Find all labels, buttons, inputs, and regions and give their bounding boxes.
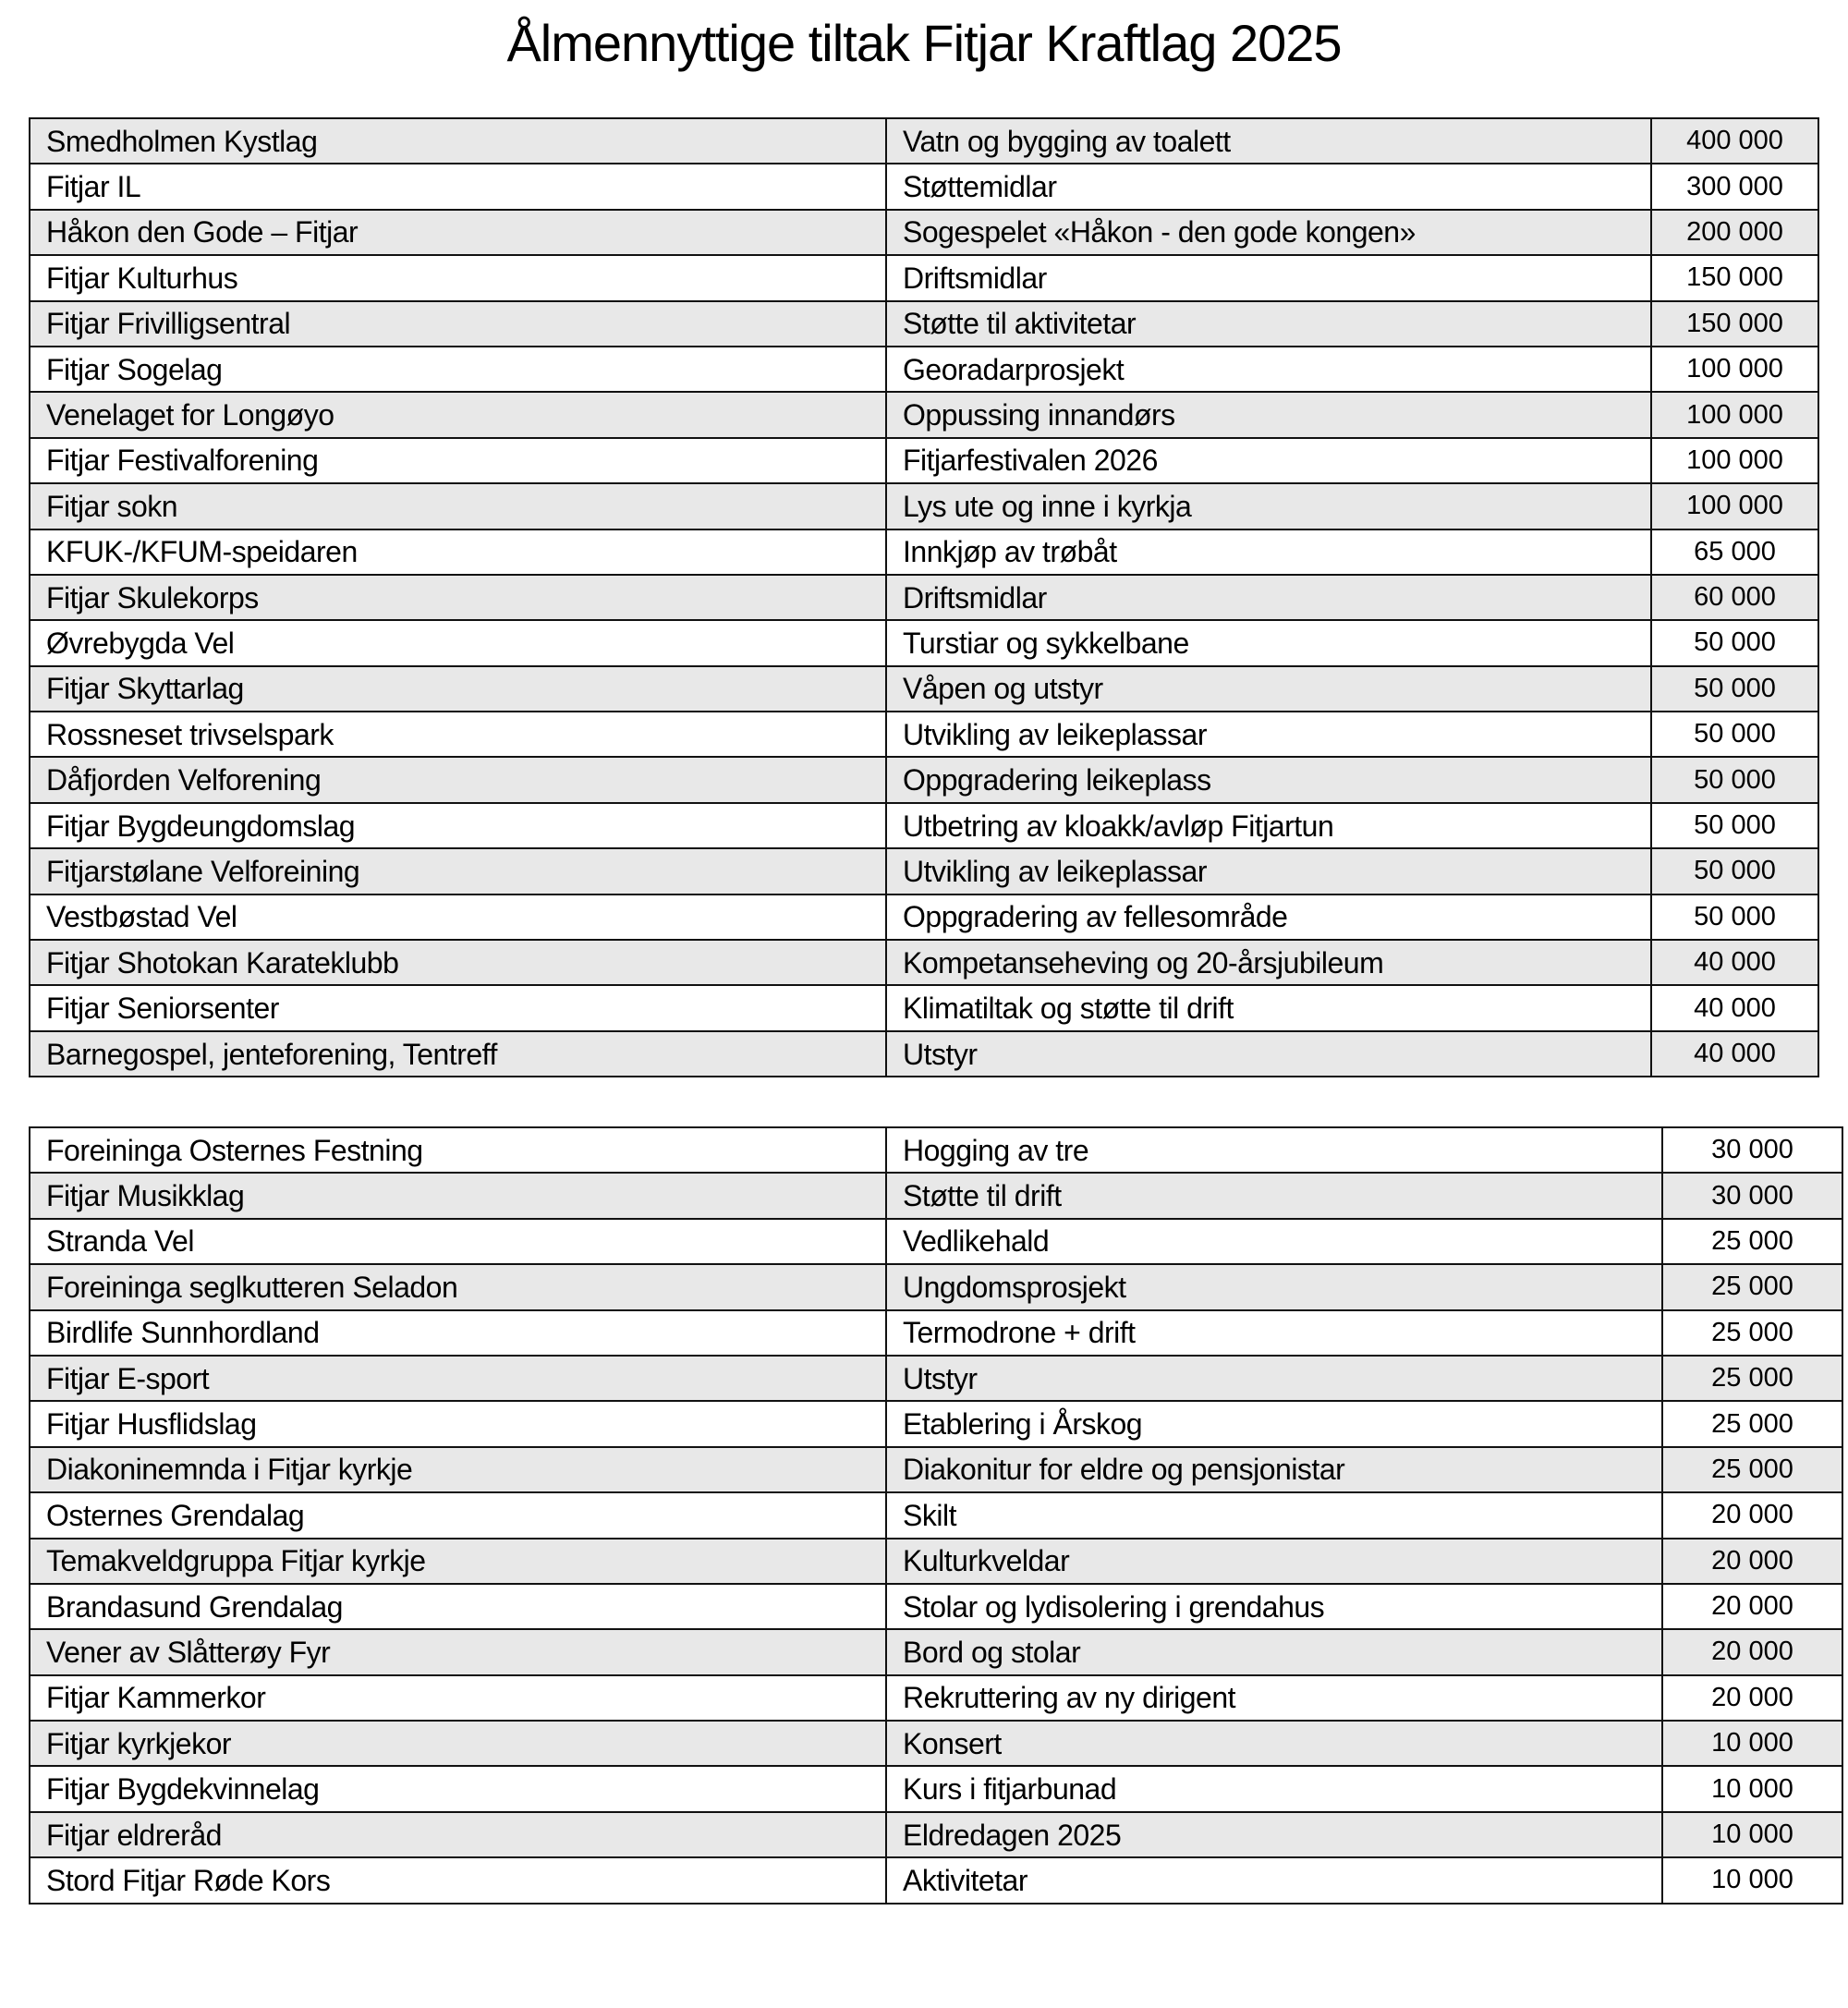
table-row: [30, 483, 1818, 529]
table-row: [30, 620, 1818, 665]
table-row: [30, 1401, 1842, 1446]
amount-cell: 40 000: [1651, 1031, 1818, 1077]
purpose-cell: Oppgradering av fellesområde: [886, 894, 1651, 940]
table-row: [30, 1721, 1842, 1766]
amount-cell: 10 000: [1662, 1721, 1842, 1766]
purpose-cell: Utvikling av leikeplassar: [886, 848, 1651, 894]
purpose-cell: Oppgradering leikeplass: [886, 757, 1651, 802]
amount-cell: 50 000: [1651, 712, 1818, 757]
table-row: [30, 803, 1818, 848]
amount-cell: 150 000: [1651, 301, 1818, 347]
table-row: [30, 1492, 1842, 1538]
purpose-cell: Utbetring av kloakk/avløp Fitjartun: [886, 803, 1651, 848]
amount-cell: 25 000: [1662, 1401, 1842, 1446]
org-cell: Fitjar Shotokan Karateklubb: [30, 940, 886, 985]
table-row: [30, 347, 1818, 392]
amount-cell: 50 000: [1651, 803, 1818, 848]
table-row: [30, 1675, 1842, 1721]
org-cell: Fitjar IL: [30, 164, 886, 209]
org-cell: Fitjar Frivilligsentral: [30, 301, 886, 347]
org-cell: Fitjar Skyttarlag: [30, 666, 886, 712]
amount-cell: 10 000: [1662, 1857, 1842, 1903]
amount-cell: 30 000: [1662, 1127, 1842, 1173]
amount-cell: 100 000: [1651, 483, 1818, 529]
purpose-cell: Hogging av tre: [886, 1127, 1662, 1173]
amount-cell: 50 000: [1651, 666, 1818, 712]
amount-cell: 20 000: [1662, 1629, 1842, 1674]
purpose-cell: Oppussing innandørs: [886, 392, 1651, 437]
org-cell: Stranda Vel: [30, 1219, 886, 1264]
amount-cell: 20 000: [1662, 1584, 1842, 1629]
amount-cell: 25 000: [1662, 1356, 1842, 1401]
purpose-cell: Vatn og bygging av toalett: [886, 118, 1651, 164]
org-cell: Stord Fitjar Røde Kors: [30, 1857, 886, 1903]
org-cell: Fitjar E-sport: [30, 1356, 886, 1401]
amount-cell: 100 000: [1651, 392, 1818, 437]
org-cell: Fitjar Seniorsenter: [30, 985, 886, 1030]
org-cell: Vener av Slåtterøy Fyr: [30, 1629, 886, 1674]
grants-table-lower: [29, 1126, 1843, 1905]
org-cell: Fitjar kyrkjekor: [30, 1721, 886, 1766]
purpose-cell: Støtte til aktivitetar: [886, 301, 1651, 347]
amount-cell: 25 000: [1662, 1264, 1842, 1309]
amount-cell: 100 000: [1651, 438, 1818, 483]
table-row: [30, 894, 1818, 940]
table-row: [30, 1629, 1842, 1674]
table-row: [30, 438, 1818, 483]
amount-cell: 150 000: [1651, 255, 1818, 300]
purpose-cell: Stolar og lydisolering i grendahus: [886, 1584, 1662, 1629]
amount-cell: 200 000: [1651, 210, 1818, 255]
table-row: [30, 848, 1818, 894]
amount-cell: 10 000: [1662, 1812, 1842, 1857]
table-row: [30, 1356, 1842, 1401]
purpose-cell: Klimatiltak og støtte til drift: [886, 985, 1651, 1030]
grants-table-upper: [29, 117, 1819, 1077]
org-cell: Osternes Grendalag: [30, 1492, 886, 1538]
org-cell: Vestbøstad Vel: [30, 894, 886, 940]
table-row: [30, 1857, 1842, 1903]
purpose-cell: Kompetanseheving og 20-årsjubileum: [886, 940, 1651, 985]
table-row: [30, 1812, 1842, 1857]
org-cell: KFUK-/KFUM-speidaren: [30, 529, 886, 575]
org-cell: Fitjar Skulekorps: [30, 575, 886, 620]
org-cell: Fitjar Kulturhus: [30, 255, 886, 300]
table-row: [30, 255, 1818, 300]
org-cell: Rossneset trivselspark: [30, 712, 886, 757]
amount-cell: 20 000: [1662, 1539, 1842, 1584]
table-row: [30, 392, 1818, 437]
table-row: [30, 1031, 1818, 1077]
purpose-cell: Utstyr: [886, 1031, 1651, 1077]
org-cell: Fitjar sokn: [30, 483, 886, 529]
purpose-cell: Rekruttering av ny dirigent: [886, 1675, 1662, 1721]
purpose-cell: Aktivitetar: [886, 1857, 1662, 1903]
purpose-cell: Diakonitur for eldre og pensjonistar: [886, 1447, 1662, 1492]
amount-cell: 65 000: [1651, 529, 1818, 575]
org-cell: Fitjar Husflidslag: [30, 1401, 886, 1446]
table-row: [30, 1584, 1842, 1629]
purpose-cell: Kurs i fitjarbunad: [886, 1766, 1662, 1811]
table-row: [30, 1264, 1842, 1309]
table-row: [30, 1310, 1842, 1356]
amount-cell: 40 000: [1651, 940, 1818, 985]
table-row: [30, 666, 1818, 712]
org-cell: Foreininga Osternes Festning: [30, 1127, 886, 1173]
amount-cell: 50 000: [1651, 894, 1818, 940]
purpose-cell: Utstyr: [886, 1356, 1662, 1401]
org-cell: Fitjarstølane Velforeining: [30, 848, 886, 894]
amount-cell: 30 000: [1662, 1173, 1842, 1218]
table-row: [30, 1766, 1842, 1811]
purpose-cell: Utvikling av leikeplassar: [886, 712, 1651, 757]
purpose-cell: Driftsmidlar: [886, 255, 1651, 300]
table-row: [30, 529, 1818, 575]
table-row: [30, 1447, 1842, 1492]
table-row: [30, 575, 1818, 620]
amount-cell: 50 000: [1651, 848, 1818, 894]
org-cell: Fitjar Bygdeungdomslag: [30, 803, 886, 848]
purpose-cell: Turstiar og sykkelbane: [886, 620, 1651, 665]
purpose-cell: Bord og stolar: [886, 1629, 1662, 1674]
purpose-cell: Innkjøp av trøbåt: [886, 529, 1651, 575]
org-cell: Fitjar Kammerkor: [30, 1675, 886, 1721]
table-row: [30, 1219, 1842, 1264]
org-cell: Brandasund Grendalag: [30, 1584, 886, 1629]
table-row: [30, 757, 1818, 802]
org-cell: Fitjar Musikklag: [30, 1173, 886, 1218]
grants-table-lower-body: [30, 1127, 1842, 1904]
amount-cell: 50 000: [1651, 620, 1818, 665]
amount-cell: 10 000: [1662, 1766, 1842, 1811]
org-cell: Fitjar Bygdekvinnelag: [30, 1766, 886, 1811]
purpose-cell: Driftsmidlar: [886, 575, 1651, 620]
purpose-cell: Støttemidlar: [886, 164, 1651, 209]
org-cell: Barnegospel, jenteforening, Tentreff: [30, 1031, 886, 1077]
amount-cell: 50 000: [1651, 757, 1818, 802]
org-cell: Birdlife Sunnhordland: [30, 1310, 886, 1356]
table-row: [30, 1539, 1842, 1584]
grants-table-upper-body: [30, 118, 1818, 1077]
org-cell: Smedholmen Kystlag: [30, 118, 886, 164]
org-cell: Øvrebygda Vel: [30, 620, 886, 665]
page-title: Ålmennyttige tiltak Fitjar Kraftlag 2025: [506, 14, 1342, 72]
purpose-cell: Termodrone + drift: [886, 1310, 1662, 1356]
amount-cell: 25 000: [1662, 1219, 1842, 1264]
table-row: [30, 1127, 1842, 1173]
table-row: [30, 940, 1818, 985]
table-row: [30, 1173, 1842, 1218]
purpose-cell: Etablering i Årskog: [886, 1401, 1662, 1446]
org-cell: Fitjar Sogelag: [30, 347, 886, 392]
purpose-cell: Kulturkveldar: [886, 1539, 1662, 1584]
amount-cell: 25 000: [1662, 1447, 1842, 1492]
table-row: [30, 210, 1818, 255]
amount-cell: 20 000: [1662, 1675, 1842, 1721]
purpose-cell: Georadarprosjekt: [886, 347, 1651, 392]
purpose-cell: Eldredagen 2025: [886, 1812, 1662, 1857]
org-cell: Venelaget for Longøyo: [30, 392, 886, 437]
org-cell: Fitjar Festivalforening: [30, 438, 886, 483]
org-cell: Fitjar eldreråd: [30, 1812, 886, 1857]
org-cell: Temakveldgruppa Fitjar kyrkje: [30, 1539, 886, 1584]
org-cell: Diakoninemnda i Fitjar kyrkje: [30, 1447, 886, 1492]
org-cell: Foreininga seglkutteren Seladon: [30, 1264, 886, 1309]
amount-cell: 100 000: [1651, 347, 1818, 392]
amount-cell: 25 000: [1662, 1310, 1842, 1356]
table-row: [30, 301, 1818, 347]
purpose-cell: Konsert: [886, 1721, 1662, 1766]
amount-cell: 40 000: [1651, 985, 1818, 1030]
purpose-cell: Ungdomsprosjekt: [886, 1264, 1662, 1309]
purpose-cell: Våpen og utstyr: [886, 666, 1651, 712]
purpose-cell: Skilt: [886, 1492, 1662, 1538]
org-cell: Håkon den Gode – Fitjar: [30, 210, 886, 255]
table-row: [30, 712, 1818, 757]
amount-cell: 300 000: [1651, 164, 1818, 209]
amount-cell: 60 000: [1651, 575, 1818, 620]
table-row: [30, 985, 1818, 1030]
table-row: [30, 164, 1818, 209]
table-row: [30, 118, 1818, 164]
org-cell: Dåfjorden Velforening: [30, 757, 886, 802]
amount-cell: 400 000: [1651, 118, 1818, 164]
amount-cell: 20 000: [1662, 1492, 1842, 1538]
purpose-cell: Vedlikehald: [886, 1219, 1662, 1264]
purpose-cell: Sogespelet «Håkon - den gode kongen»: [886, 210, 1651, 255]
purpose-cell: Støtte til drift: [886, 1173, 1662, 1218]
purpose-cell: Lys ute og inne i kyrkja: [886, 483, 1651, 529]
purpose-cell: Fitjarfestivalen 2026: [886, 438, 1651, 483]
